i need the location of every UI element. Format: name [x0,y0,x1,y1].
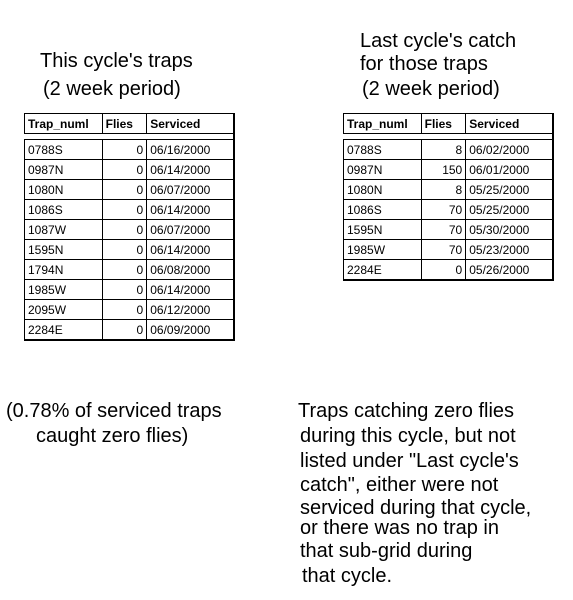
trap-number-cell: 0987N [344,160,422,180]
trap-number-cell: 1080N [344,180,422,200]
trap-number-cell: 1080N [25,180,103,200]
trap-number-cell: 1086S [344,200,422,220]
table-row [344,140,554,160]
right-note-line: Traps catching zero flies [298,400,515,422]
trap-number-cell: 1086S [25,200,103,220]
trap-number-cell: 0788S [25,140,103,160]
table-row [344,200,554,220]
this-cycle-traps-table [24,113,235,341]
flies-cell: 0 [102,280,147,300]
table-row [25,240,235,260]
serviced-date-cell: 06/07/2000 [147,220,234,240]
trap-number-cell: 1595N [344,220,422,240]
trap-number-cell: 1985W [344,240,422,260]
flies-cell: 0 [102,160,147,180]
table-header-row [25,114,235,134]
flies-cell: 0 [102,300,147,320]
right-note-line: during this cycle, but not [300,425,516,447]
serviced-date-cell: 05/26/2000 [466,260,553,281]
trap-number-cell: 1985W [25,280,103,300]
table-row [25,300,235,320]
flies-cell: 0 [102,260,147,280]
right-note-line: that cycle. [302,565,393,587]
table-row [25,160,235,180]
serviced-date-cell: 06/12/2000 [147,300,234,320]
flies-cell: 0 [102,140,147,160]
serviced-date-cell: 05/25/2000 [466,200,553,220]
flies-cell: 0 [102,200,147,220]
column-header-trap-number: Trap_numl [25,114,103,134]
right-title-line2: for those traps [360,53,488,75]
flies-cell: 0 [421,260,466,281]
left-note-line2: caught zero flies) [36,425,189,447]
column-header-trap-number: Trap_numl [344,114,422,134]
flies-cell: 0 [102,220,147,240]
serviced-date-cell: 06/09/2000 [147,320,234,341]
right-note-line: or there was no trap in [300,517,499,539]
column-header-flies: Flies [102,114,147,134]
column-header-serviced: Serviced [147,114,234,134]
right-note-line: serviced during that cycle, [300,497,532,519]
right-note-line: that sub-grid during [300,540,473,562]
table-row [344,160,554,180]
flies-cell: 0 [102,180,147,200]
trap-number-cell: 1595N [25,240,103,260]
left-note-line1: (0.78% of serviced traps [6,400,222,422]
serviced-date-cell: 06/14/2000 [147,240,234,260]
serviced-date-cell: 06/14/2000 [147,160,234,180]
table-row [25,200,235,220]
flies-cell: 70 [421,200,466,220]
flies-cell: 150 [421,160,466,180]
serviced-date-cell: 06/16/2000 [147,140,234,160]
flies-cell: 0 [102,320,147,341]
left-title-line2: (2 week period) [43,78,181,100]
trap-number-cell: 1794N [25,260,103,280]
right-note-line: catch", either were not [300,474,499,496]
serviced-date-cell: 05/23/2000 [466,240,553,260]
table-header-row [344,114,554,134]
table-row [344,220,554,240]
serviced-date-cell: 06/02/2000 [466,140,553,160]
serviced-date-cell: 06/07/2000 [147,180,234,200]
trap-number-cell: 2095W [25,300,103,320]
flies-cell: 0 [102,240,147,260]
last-cycle-catch-table [343,113,554,281]
right-title-line1: Last cycle's catch [360,30,517,52]
right-title-line3: (2 week period) [362,78,500,100]
flies-cell: 70 [421,220,466,240]
trap-number-cell: 2284E [25,320,103,341]
flies-cell: 8 [421,180,466,200]
serviced-date-cell: 06/14/2000 [147,280,234,300]
table-row [344,180,554,200]
serviced-date-cell: 05/30/2000 [466,220,553,240]
table-row [344,260,554,281]
serviced-date-cell: 06/08/2000 [147,260,234,280]
trap-number-cell: 1087W [25,220,103,240]
trap-number-cell: 0788S [344,140,422,160]
table-row [25,180,235,200]
table-row [344,240,554,260]
table-row [25,220,235,240]
trap-number-cell: 2284E [344,260,422,281]
table-row [25,140,235,160]
serviced-date-cell: 06/14/2000 [147,200,234,220]
left-title-line1: This cycle's traps [40,50,193,72]
flies-cell: 8 [421,140,466,160]
serviced-date-cell: 05/25/2000 [466,180,553,200]
column-header-flies: Flies [421,114,466,134]
trap-number-cell: 0987N [25,160,103,180]
flies-cell: 70 [421,240,466,260]
table-row [25,320,235,341]
table-row [25,260,235,280]
right-note-line: listed under "Last cycle's [300,450,519,472]
serviced-date-cell: 06/01/2000 [466,160,553,180]
table-row [25,280,235,300]
column-header-serviced: Serviced [466,114,553,134]
